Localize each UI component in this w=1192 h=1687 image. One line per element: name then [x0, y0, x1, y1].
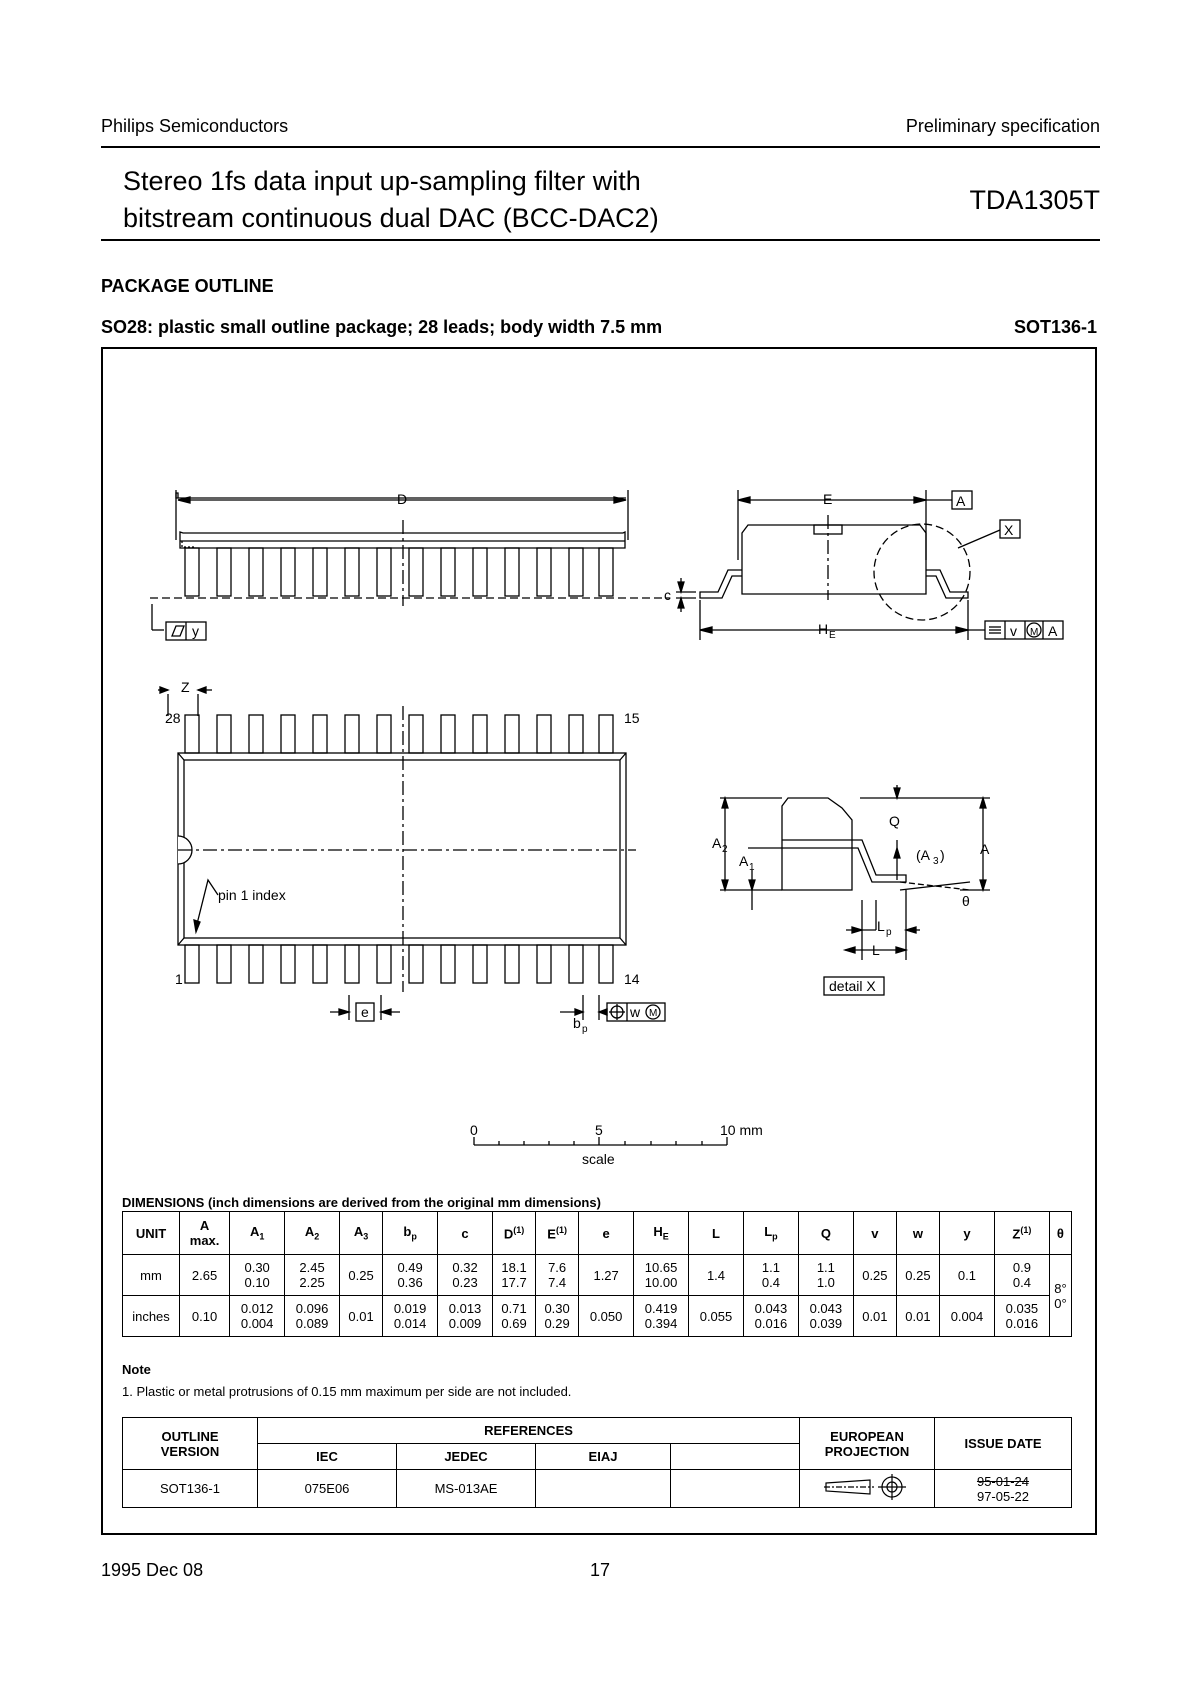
label-detail-x: detail X [829, 978, 876, 994]
col-L: L [689, 1212, 744, 1255]
row-mm: mm 2.65 0.30 0.10 2.45 2.25 0.25 0.49 0.36 0.32 0.23 18.1 17.7 7.6 7.4 1.27 10.65 10.00 1.4 1.1 0.4 1.1 1.0 0.25 0.25 0.1 0.9 0.4 8° 0° [123, 1255, 1072, 1296]
col-y: y [940, 1212, 995, 1255]
projection-symbol [800, 1470, 935, 1508]
label-pin1-index: pin 1 index [218, 887, 286, 903]
projection-icon [822, 1472, 912, 1502]
scale-10: 10 mm [720, 1122, 763, 1138]
label-X: X [1004, 522, 1014, 538]
label-pin-1: 1 [175, 971, 183, 987]
label-L: L [872, 942, 880, 958]
issue-dates [935, 1470, 1072, 1508]
note-title: Note [122, 1362, 151, 1377]
label-A3-close: ) [940, 847, 945, 863]
section-heading: PACKAGE OUTLINE [101, 276, 274, 296]
detail-x-view [720, 785, 990, 995]
col-c: c [438, 1212, 493, 1255]
label-Q: Q [889, 813, 900, 829]
dimensions-table [122, 1211, 1072, 1337]
header-european-projection: EUROPEAN PROJECTION [800, 1418, 935, 1470]
scale-label: scale [582, 1151, 615, 1167]
label-D: D [397, 491, 408, 507]
col-Z: $Z^{(1)}$ [994, 1212, 1049, 1255]
label-A-height: A [980, 841, 990, 857]
dimensions-caption: DIMENSIONS (inch dimensions are derived from the original mm dimensions) [122, 1195, 601, 1210]
col-A3: $A_3$ [340, 1212, 383, 1255]
col-Lp: $L_p$ [743, 1212, 798, 1255]
header-issue-date: ISSUE DATE [935, 1418, 1072, 1470]
col-A1: $A_1$ [230, 1212, 285, 1255]
label-A-datum: A [956, 493, 966, 509]
label-HE-sub: E [829, 630, 836, 641]
package-description: SO28: plastic small outline package; 28 leads; body width 7.5 mm [101, 317, 663, 337]
label-Z: Z [181, 679, 190, 695]
label-c: c [664, 587, 671, 603]
outline-reference-table [122, 1417, 1072, 1508]
label-A3-sub: 3 [933, 856, 939, 867]
title-line-2: bitstream continuous dual DAC (BCC-DAC2) [123, 203, 659, 233]
label-A2-sub: 2 [722, 844, 728, 855]
header-status: Preliminary specification [905, 116, 1100, 136]
label-A2: A [712, 835, 722, 851]
header-references: REFERENCES [258, 1418, 800, 1444]
iec-reference: 075E06 [258, 1470, 397, 1508]
label-bp: b [573, 1015, 581, 1031]
header-company: Philips Semiconductors [101, 116, 289, 136]
label-A1: A [739, 853, 749, 869]
label-v: v [1010, 623, 1017, 639]
note-text: 1. Plastic or metal protrusions of 0.15 mm maximum per side are not included. [122, 1384, 572, 1399]
label-A1-sub: 1 [749, 862, 755, 873]
theta-values: 8° 0° [1049, 1255, 1071, 1337]
issue-date-old: 95-01-24 [976, 1473, 1030, 1489]
eiaj-reference [536, 1470, 671, 1508]
jedec-reference: MS-013AE [397, 1470, 536, 1508]
col-e: e [579, 1212, 634, 1255]
col-HE: $H_E$ [634, 1212, 689, 1255]
label-A3: (A [916, 847, 930, 863]
label-pin-28: 28 [165, 710, 181, 726]
issue-date-new: 97-05-22 [976, 1488, 1030, 1504]
label-HE: H [818, 621, 829, 637]
header-eiaj: EIAJ [536, 1444, 671, 1470]
label-e: e [361, 1004, 369, 1020]
label-bp-sub: p [582, 1024, 588, 1035]
col-A: A max. [180, 1212, 230, 1255]
col-bp: $b_p$ [383, 1212, 438, 1255]
package-drawing [101, 347, 1097, 1207]
scale-0: 0 [470, 1122, 478, 1138]
footer-page-number: 17 [590, 1560, 611, 1580]
col-w: w [896, 1212, 939, 1255]
label-y: y [192, 623, 199, 639]
footer-date: 1995 Dec 08 [101, 1560, 204, 1580]
end-view [676, 490, 1063, 640]
dimensions-header-row [123, 1212, 1072, 1255]
header-outline-version: OUTLINE VERSION [123, 1418, 258, 1470]
outline-version: SOT136-1 [123, 1470, 258, 1508]
col-v: v [853, 1212, 896, 1255]
document-title [123, 163, 659, 237]
top-view [158, 687, 665, 1021]
label-theta: θ [962, 893, 970, 909]
header-jedec: JEDEC [397, 1444, 536, 1470]
label-pin-14: 14 [624, 971, 640, 987]
part-number: TDA1305T [969, 185, 1100, 215]
col-E: $E^{(1)}$ [536, 1212, 579, 1255]
col-Q: Q [798, 1212, 853, 1255]
label-A-ref: A [1048, 623, 1058, 639]
col-D: $D^{(1)}$ [493, 1212, 536, 1255]
label-pin-15: 15 [624, 710, 640, 726]
scale-5: 5 [595, 1122, 603, 1138]
label-M: M [1030, 627, 1039, 638]
title-line-1: Stereo 1fs data input up-sampling filter with [123, 166, 641, 196]
label-w: w [630, 1004, 641, 1020]
header-rule-bottom [101, 239, 1100, 241]
label-Lp: L [877, 918, 885, 934]
label-Lp-sub: p [886, 927, 892, 938]
label-w-M: M [649, 1008, 658, 1019]
side-view [150, 490, 670, 640]
label-E: E [823, 491, 833, 507]
header-rule-top [101, 146, 1100, 148]
row-inches: inches 0.10 0.012 0.004 0.096 0.089 0.01 0.019 0.014 0.013 0.009 0.71 0.69 0.30 0.29 0.050 0.419 0.394 0.055 0.043 0.016 0.043 0.039 0.01 0.01 0.004 0.035 0.016 [123, 1296, 1072, 1337]
header-iec: IEC [258, 1444, 397, 1470]
package-code: SOT136-1 [1013, 317, 1097, 337]
col-theta: θ [1049, 1212, 1071, 1255]
col-unit: UNIT [123, 1212, 180, 1255]
col-A2: $A_2$ [285, 1212, 340, 1255]
scale-bar [474, 1137, 727, 1145]
